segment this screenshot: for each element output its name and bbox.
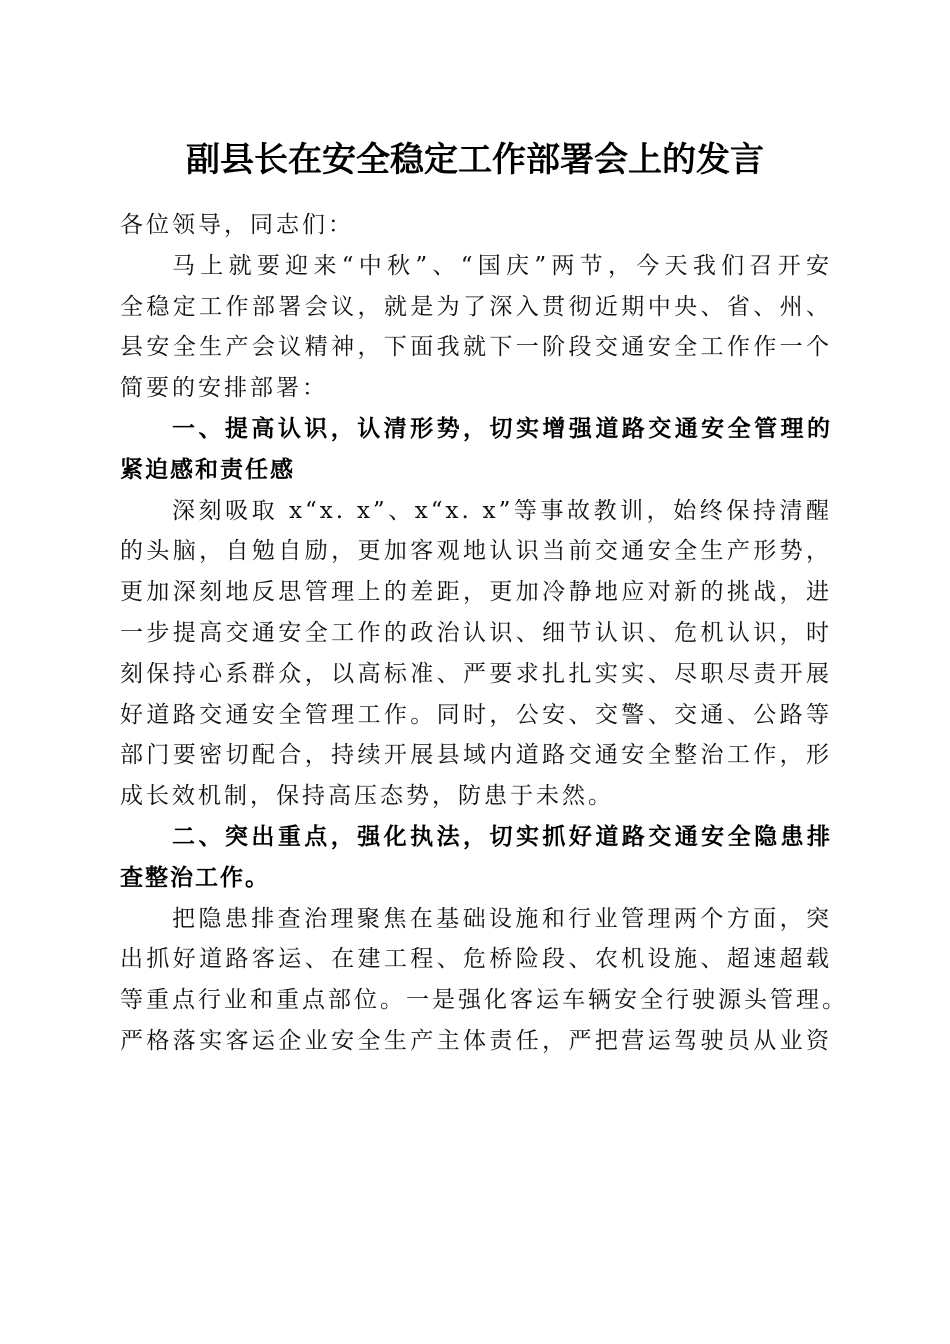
paragraph-line: 深刻吸取 x“x. x”、x“x. x”等事故教训，始终保持清醒 (172, 497, 832, 524)
paragraph-line: 成长效机制，保持高压态势，防患于未然。 (120, 783, 614, 810)
paragraph-line: 的头脑，自勉自励，更加客观地认识当前交通安全生产形势， (120, 538, 832, 565)
document-title: 副县长在安全稳定工作部署会上的发言 (186, 140, 764, 180)
paragraph-line: 县安全生产会议精神，下面我就下一阶段交通安全工作作一个 (120, 334, 832, 361)
paragraph-line: 全稳定工作部署会议，就是为了深入贯彻近期中央、省、州、 (120, 293, 832, 320)
paragraph-line: 部门要密切配合，持续开展县域内道路交通安全整治工作，形 (120, 742, 832, 769)
section-heading-2-cont: 查整治工作。 (120, 864, 270, 891)
section-heading-1: 一、提高认识，认清形势，切实增强道路交通安全管理的 (172, 415, 832, 442)
paragraph-line: 好道路交通安全管理工作。同时，公安、交警、交通、公路等 (120, 701, 832, 728)
paragraph-line: 刻保持心系群众，以高标准、严要求扎扎实实、尽职尽责开展 (120, 660, 832, 687)
document-body (120, 205, 848, 1062)
paragraph-line: 一步提高交通安全工作的政治认识、细节认识、危机认识，时 (120, 619, 832, 646)
paragraph-line: 出抓好道路客运、在建工程、危桥险段、农机设施、超速超载 (120, 946, 832, 973)
paragraph-line: 等重点行业和重点部位。一是强化客运车辆安全行驶源头管理。 (120, 987, 848, 1014)
paragraph-line: 马上就要迎来“中秋”、“国庆”两节，今天我们召开安 (172, 252, 832, 279)
section-heading-2: 二、突出重点，强化执法，切实抓好道路交通安全隐患排 (172, 823, 832, 850)
salutation-line: 各位领导，同志们： (120, 212, 354, 238)
section-heading-1-cont: 紧迫感和责任感 (120, 456, 295, 483)
paragraph-line: 把隐患排查治理聚焦在基础设施和行业管理两个方面，突 (172, 905, 832, 932)
paragraph-line: 简要的安排部署： (120, 375, 328, 402)
paragraph-line: 更加深刻地反思管理上的差距，更加冷静地应对新的挑战，进 (120, 579, 832, 606)
paragraph-line: 严格落实客运企业安全生产主体责任，严把营运驾驶员从业资 (120, 1027, 832, 1054)
